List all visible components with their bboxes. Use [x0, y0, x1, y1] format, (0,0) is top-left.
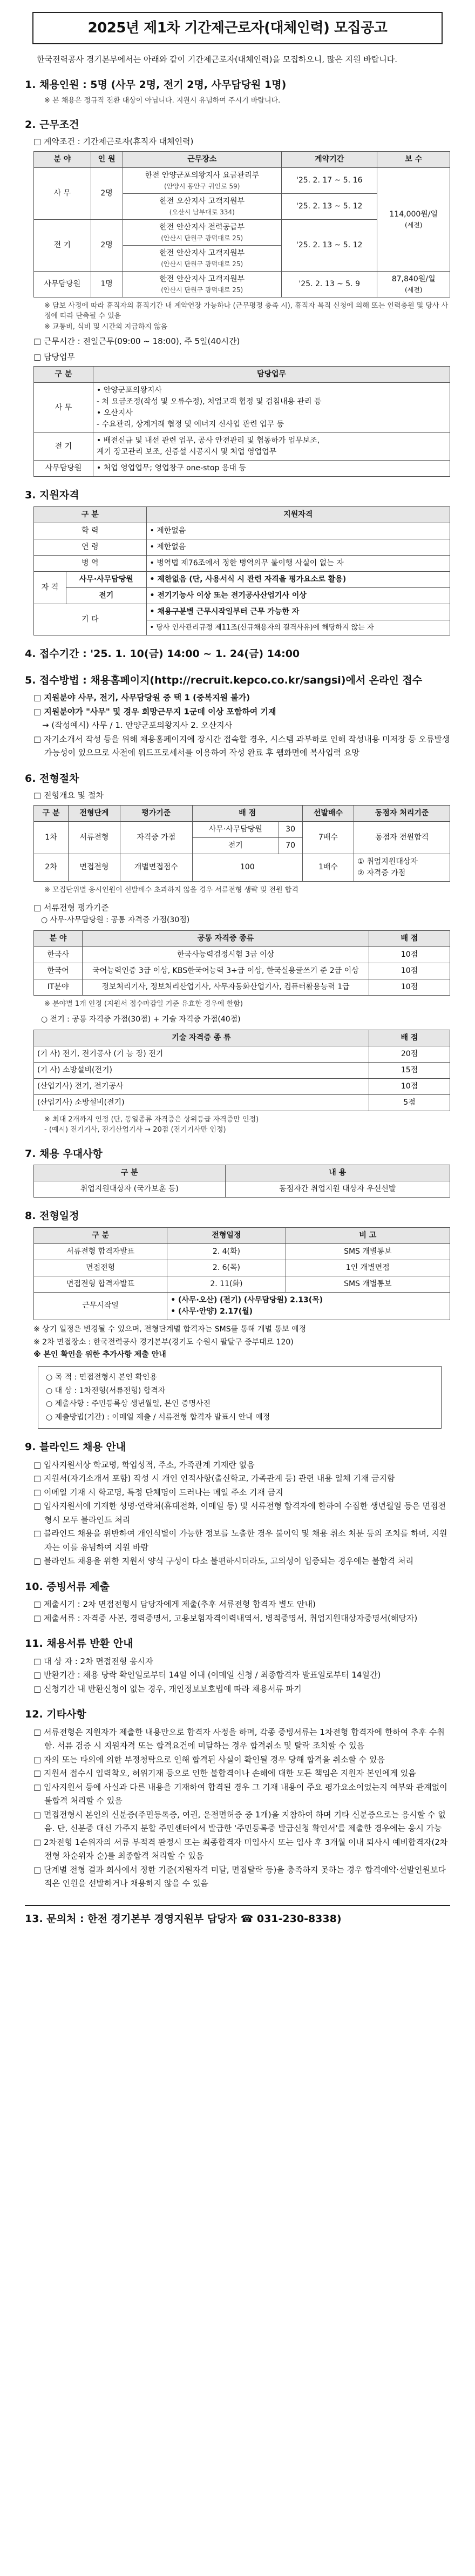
tech-cert-score: 5점: [369, 1094, 450, 1111]
table-row: [34, 461, 450, 477]
place-address: (안산시 단원구 광덕대로 25): [161, 286, 243, 294]
duty-line: 계기 장고관리 보조, 신증설 시공지시 및 처업 영업업무: [97, 448, 277, 457]
section-3-heading: 3. 지원자격: [25, 489, 79, 502]
table-row: [34, 1260, 450, 1276]
table-row: [34, 1046, 450, 1062]
score-cell: 70: [279, 837, 302, 854]
elec-cert-label: ○ 전기 : 공통 자격증 가점(30점) + 기술 자격증 가점(40점): [41, 1015, 241, 1024]
pay-value: 114,000원/일: [389, 209, 438, 219]
place-address: (안양시 동안구 귀인로 59): [164, 182, 240, 190]
list-item: □ 블라인드 채용을 위한 지원서 양식 구성이 다소 불편하시더라도, 고의성이 입증되는 경우에는 불합격 처리: [33, 1556, 413, 1566]
qual-key: 기 타: [34, 604, 147, 635]
list-item: ※ 2차 면접장소 : 한국전력공사 경기본부(경기도 수원시 팔달구 중부대로 120): [33, 1337, 294, 1347]
list-item: □ 블라인드 채용을 위반하여 개인식별이 가능한 정보를 노출한 경우 불이익 및 채용 취소 처분 등의 조치를 하며, 지원자는 이를 유념하여 지원 바람: [33, 1529, 447, 1552]
col-header: 지원자격: [146, 506, 450, 523]
list-item: □ 지원서 접수시 입력착오, 허위기재 등으로 인한 불합격이나 손해에 대한 모든 책임은 지원자 본인에게 있음: [33, 1768, 416, 1779]
list-item: □ 제출시기 : 2차 면접전형시 담당자에게 제출(추후 서류전형 합격자 별도 안내): [33, 1599, 316, 1610]
pay-note: (세전): [404, 221, 423, 229]
place-name: 한전 안산지사 전력공급부: [159, 222, 245, 232]
return-list: [33, 1655, 450, 1696]
apply-method-list: [33, 691, 450, 760]
qual-key: 사무·사무담당원: [66, 571, 147, 587]
list-item: → (작성예시) 사무 / 1. 안양군포의왕지사 2. 오산지사: [42, 720, 233, 731]
duty-field: 사 무: [34, 383, 93, 433]
cert-field: IT분야: [34, 979, 83, 995]
col-header: 배 점: [369, 930, 450, 946]
count-cell: 2명: [91, 167, 123, 219]
place-cell: [123, 219, 281, 245]
col-header: 구 분: [34, 506, 147, 523]
period-cell: '25. 2. 13 ~ 5. 9: [281, 271, 377, 297]
tie-cell: [354, 854, 450, 881]
place-address: (안산시 단원구 광덕대로 25): [161, 260, 243, 268]
basis-sub: 사무·사무담당원: [192, 821, 279, 837]
common-cert-label: ○ 사무·사무담당원 : 공통 자격증 가점(30점): [41, 915, 190, 924]
col-header: 선발배수: [302, 805, 354, 821]
table-row: [34, 1094, 450, 1111]
section-9-heading: 9. 블라인드 채용 안내: [25, 1441, 126, 1453]
list-item: □ 지원분야가 "사무" 및 경우 희망근무지 1군데 이상 포함하여 기재: [33, 706, 276, 716]
duty-desc: [93, 433, 450, 461]
box-line: ○ 대 상 : 1차전형(서류전형) 합격자: [46, 1386, 166, 1395]
table-row: [34, 555, 450, 571]
col-header: 분 야: [34, 930, 83, 946]
schedule-notes: [33, 1323, 450, 1362]
duty-field: 사무담당원: [34, 461, 93, 477]
tech-cert-kind: (기 사) 전기, 전기공사 (기 능 장) 전기: [34, 1046, 369, 1062]
place-cell: [123, 271, 281, 297]
duty-label: □ 담당업무: [33, 351, 75, 362]
cert-score: 10점: [369, 979, 450, 995]
list-item: □ 자의 또는 타의에 의한 부정청탁으로 인해 합격된 사실이 확인될 경우 당해 합격을 취소할 수 있음: [33, 1754, 385, 1764]
list-item: ※ 본인 확인을 위한 추가사항 제출 안내: [33, 1350, 166, 1360]
col-header: 평가기준: [120, 805, 192, 821]
section-7-heading: 7. 채용 우대사항: [25, 1147, 103, 1160]
schedule-date: 2. 6(목): [167, 1260, 286, 1276]
tie-rule: ② 자격증 가점: [357, 868, 406, 877]
cert-kind: 국어능력인증 3급 이상, KBS한국어능력 3+급 이상, 한국실용글쓰기 준 2급 이상: [83, 963, 369, 979]
duty-desc: [93, 383, 450, 433]
place-cell: [123, 167, 281, 193]
pay-cell: [377, 271, 450, 297]
list-item: □ 신청기간 내 반환신청이 없는 경우, 개인정보보호법에 따라 채용서류 파기: [33, 1683, 302, 1694]
place-address: (오산시 남부대로 334): [169, 208, 235, 216]
schedule-item: 면접전형: [34, 1260, 167, 1276]
preference-table: [33, 1165, 450, 1198]
table-row: [34, 571, 450, 587]
qual-value: • 병역법 제76조에서 정한 병역의무 불이행 사실이 없는 자: [146, 555, 450, 571]
box-line: ○ 제출방법(기간) : 이메일 제출 / 서류전형 합격자 발표시 안내 예정: [46, 1412, 270, 1422]
basis-cell: 개별면접점수: [120, 854, 192, 881]
cert-kind: 한국사능력검정시험 3급 이상: [83, 946, 369, 963]
field-cell: 사 무: [34, 167, 91, 219]
period-cell: '25. 2. 13 ~ 5. 12: [281, 219, 377, 271]
col-header: 전형일정: [167, 1227, 286, 1243]
common-cert-note: ※ 분야별 1개 인정 (지원서 접수마감일 기준 유효한 경우에 한함): [44, 999, 243, 1008]
table-row: [34, 1276, 450, 1292]
tech-cert-table: [33, 1030, 450, 1111]
list-item: ※ 상기 일정은 변경될 수 있으며, 전형단계별 합격자는 SMS를 통해 개별 통보 예정: [33, 1324, 307, 1334]
schedule-table: [33, 1227, 450, 1320]
list-item: □ 입사지원서에 기재한 성명·연락처(휴대전화, 이메일 등) 및 서류전형 합격자에 한하여 수집한 생년월일 등은 면접전형시 모두 블라인드 처리: [33, 1501, 446, 1525]
step-cell: 2차: [34, 854, 69, 881]
title-box: [32, 12, 443, 44]
schedule-note: SMS 개별통보: [286, 1276, 450, 1292]
tech-cert-kind: (기 사) 소방설비(전기): [34, 1062, 369, 1078]
work-note-2: ※ 교통비, 식비 및 시간외 지급하지 않음: [44, 322, 168, 331]
table-row: [34, 433, 450, 461]
duty-field: 전 기: [34, 433, 93, 461]
table-row: [34, 1078, 450, 1094]
pref-value: 동점자간 취업지원 대상자 우선선발: [225, 1181, 450, 1198]
tie-rule: ① 취업지원대상자: [357, 857, 418, 866]
work-note-1: ※ 담보 사정에 따라 휴직자의 휴직기간 내 계약연장 가능하나 (근무평정 충족 시), 휴직자 복직 신청에 의해 또는 인력충원 및 당사 사정에 따라 단축될 수 있음: [44, 301, 449, 321]
contact-footer: [25, 1905, 450, 1927]
duty-table: [33, 366, 450, 477]
section-2-heading: 2. 근무조건: [25, 118, 79, 131]
basis-sub: 전기: [192, 837, 279, 854]
qual-value: • 전기기능사 이상 또는 전기공사산업기사 이상: [146, 587, 450, 604]
qual-group: 자 격: [34, 571, 66, 604]
qual-value: • 채용구분별 근무시작일부터 근무 가능한 자: [146, 604, 450, 620]
work-time: □ 근무시간 : 전일근무(09:00 ~ 18:00), 주 5일(40시간): [33, 336, 240, 347]
process-overview: □ 전형개요 및 절차: [33, 790, 104, 801]
col-header: 근무장소: [123, 151, 281, 167]
col-header: 구 분: [34, 1165, 226, 1181]
table-row: [34, 1181, 450, 1198]
proof-list: [33, 1598, 450, 1625]
list-item: □ 입사지원서 등에 사실과 다른 내용을 기재하여 합격된 경우 그 기재 내용이 주요 평가요소이었는지 여부와 관계없이 불합격 처리할 수 있음: [33, 1782, 447, 1806]
count-cell: 2명: [91, 219, 123, 271]
col-header: 인 원: [91, 151, 123, 167]
col-header: 비 고: [286, 1227, 450, 1243]
common-cert-table: [33, 930, 450, 996]
section-4-heading: 4. 접수기간 : '25. 1. 10(금) 14:00 ~ 1. 24(금) 14:00: [25, 648, 300, 660]
box-line: ○ 목 적 : 면접전형시 본인 확인용: [46, 1373, 157, 1382]
col-header: 공통 자격증 종류: [83, 930, 369, 946]
schedule-item: 근무시작일: [34, 1292, 167, 1320]
section-11-heading: 11. 채용서류 반환 안내: [25, 1638, 133, 1650]
qual-key: 병 역: [34, 555, 147, 571]
list-item: □ 지원서(자기소개서 포함) 작성 시 개인 인적사항(출신학교, 가족관계 등) 관련 내용 일체 기재 금지함: [33, 1473, 395, 1484]
table-row: [34, 1062, 450, 1078]
qual-value: • 제한없음 (단, 사용서식 시 관련 자격을 평가요소로 활용): [146, 571, 450, 587]
col-header: 전형단계: [69, 805, 120, 821]
table-row: [34, 523, 450, 539]
table-row: [34, 539, 450, 555]
place-cell: [123, 245, 281, 271]
pay-note: (세전): [404, 286, 423, 294]
step-name: 서류전형: [69, 821, 120, 854]
cert-score: 10점: [369, 963, 450, 979]
list-item: □ 서류전형은 지원자가 제출한 내용만으로 합격자 사정을 하며, 각종 증빙서류는 1차전형 합격자에 한하여 추후 수취함. 서류 검증 시 지원자격 또는 합격요건에 미달하는 경우 합격취소 및 탈락 조치할 수 있음: [33, 1727, 445, 1751]
qual-value: • 제한없음: [146, 539, 450, 555]
list-item: □ 이메일 기재 시 학교명, 특정 단체명이 드러나는 메일 주소 기재 금지: [33, 1487, 283, 1497]
place-cell: [123, 193, 281, 219]
qual-value: • 제한없음: [146, 523, 450, 539]
section-12-heading: 12. 기타사항: [25, 1708, 86, 1721]
list-item: □ 대 상 자 : 2차 면접전형 응시자: [33, 1656, 153, 1666]
etc-list: [33, 1726, 450, 1891]
table-row: [34, 979, 450, 995]
contact-text: 13. 문의처 : 한전 경기본부 경영지원부 담당자 ☎ 031-230-8338): [25, 1912, 342, 1925]
list-item: □ 단계별 전형 결과 회사에서 정한 기준(지원자격 미달, 면접탈락 등)을 충족하지 못하는 경우 합격예약·선발인원보다 적은 인원을 선발하거나 채용하지 않을 수 있음: [33, 1864, 446, 1889]
period-cell: '25. 2. 13 ~ 5. 12: [281, 193, 377, 219]
table-row: [34, 821, 450, 837]
tech-cert-note-1: ※ 최대 2개까지 인정 (단, 동일종류 자격증은 상위등급 자격증만 인정): [44, 1115, 259, 1124]
duty-line: - 처 요금조정(작성 및 오류수정), 처업고객 협정 및 검침내용 관리 등: [97, 397, 322, 407]
schedule-date: 2. 4(화): [167, 1243, 286, 1260]
table-row: [34, 604, 450, 620]
table-row: [34, 946, 450, 963]
duty-line: • 안양군포의왕지사: [97, 386, 162, 395]
work-condition-table: [33, 151, 450, 298]
cert-score: 10점: [369, 946, 450, 963]
cert-kind: 정보처리기사, 정보처리산업기사, 사무자동화산업기사, 컴퓨터활용능력 1급: [83, 979, 369, 995]
score-cell: 30: [279, 821, 302, 837]
count-cell: 1명: [91, 271, 123, 297]
duty-desc: [93, 461, 450, 477]
schedule-note: SMS 개별통보: [286, 1243, 450, 1260]
duty-line: - 수요관리, 상계거래 협정 및 에너지 신사업 관련 업무 등: [97, 420, 284, 429]
col-header: 배 점: [192, 805, 302, 821]
place-name: 한전 안산지사 고객지원부: [159, 274, 245, 283]
schedule-note: 1인 개별면접: [286, 1260, 450, 1276]
col-header: 배 점: [369, 1030, 450, 1046]
pay-cell: [377, 167, 450, 271]
schedule-date: 2. 11(화): [167, 1276, 286, 1292]
place-address: (안산시 단원구 광덕대로 25): [161, 234, 243, 242]
field-cell: 전 기: [34, 219, 91, 271]
step-cell: 1차: [34, 821, 69, 854]
list-item: □ 입사지원서상 학교명, 학업성적, 주소, 가족관계 기재란 없음: [33, 1459, 255, 1470]
col-header: 내 용: [225, 1165, 450, 1181]
table-row: [34, 383, 450, 433]
section-8-heading: 8. 전형일정: [25, 1210, 79, 1222]
table-row: [34, 1243, 450, 1260]
schedule-item: 면접전형 합격자발표: [34, 1276, 167, 1292]
col-header: 기술 자격증 종 류: [34, 1030, 369, 1046]
col-header: 분 야: [34, 151, 91, 167]
list-item: □ 자기소개서 작성 등을 위해 채용홈페이지에 장시간 접속할 경우, 시스템 과부하로 인해 작성내용 미저장 등 오류발생 가능성이 있으므로 사전에 워드프로세서를 이용하여 작성 완료 후 웹화면에 복사입력 요망: [33, 734, 450, 758]
tech-cert-score: 20점: [369, 1046, 450, 1062]
col-header: 구 분: [34, 805, 69, 821]
section-10-heading: 10. 증빙서류 제출: [25, 1580, 110, 1593]
score-cell: 100: [192, 854, 302, 881]
basis-cell: 자격증 가점: [120, 821, 192, 854]
doc-criteria-label: □ 서류전형 평가기준: [33, 903, 109, 913]
cert-field: 한국어: [34, 963, 83, 979]
mult-cell: 1배수: [302, 854, 354, 881]
start-date-line: • (사무·안양) 2.17(월): [171, 1307, 253, 1316]
list-item: □ 반환기간 : 채용 당락 확인일로부터 14일 이내 (이메일 신청 / 최종합격자 발표일로부터 14일간): [33, 1670, 381, 1680]
pref-key: 취업지원대상자 (국가보훈 등): [34, 1181, 226, 1198]
mult-cell: 7배수: [302, 821, 354, 854]
table-row: [34, 854, 450, 881]
pay-value: 87,840원/일: [391, 274, 436, 283]
tech-cert-score: 10점: [369, 1078, 450, 1094]
duty-line: • 배전신규 및 내선 관련 업무, 공사 안전관리 및 협동하가 업무보조,: [97, 436, 320, 445]
list-item: □ 지원분야 사무, 전기, 사무담당원 중 택 1 (중복지원 불가): [33, 693, 250, 703]
tech-cert-note-2: - (예시) 전기기사, 전기산업기사 → 20점 (전기기사만 인정): [44, 1126, 226, 1134]
table-row: [34, 587, 450, 604]
tech-cert-kind: (산업기사) 전기, 전기공사: [34, 1078, 369, 1094]
cert-field: 한국사: [34, 946, 83, 963]
place-name: 한전 안산지사 고객지원부: [159, 248, 245, 258]
list-item: □ 2차전형 1순위자의 서류 부적격 판정시 또는 최종합격자 미입사시 또는 입사 후 3개월 이내 퇴사시 예비합격자(2차전형 차순위자 순)를 최종합격 처리할 수 있음: [33, 1837, 448, 1861]
col-header: 계약기간: [281, 151, 377, 167]
process-table: [33, 805, 450, 882]
process-note: ※ 모집단위별 응시인원이 선발배수 초과하지 않을 경우 서류전형 생략 및 전원 합격: [44, 885, 298, 894]
section-1-note: ※ 본 채용은 정규직 전환 대상이 아닙니다. 지원시 유념하여 주시기 바랍니다.: [44, 97, 281, 105]
section-6-heading: 6. 전형절차: [25, 772, 79, 785]
qual-key: 전기: [66, 587, 147, 604]
table-row: [34, 1292, 450, 1320]
place-name: 한전 안양군포의왕지사 요금관리부: [145, 171, 260, 180]
schedule-item: 서류전형 합격자발표: [34, 1243, 167, 1260]
col-header: 담당업무: [93, 367, 450, 383]
table-row: [34, 271, 450, 297]
list-item: □ 제출서류 : 자격증 사본, 경력증명서, 고용보험자격이력내역서, 병적증명서, 취업지원대상자증명서(해당자): [33, 1613, 418, 1623]
start-date-line: • (사무·오산) (전기) (사무담당원) 2.13(목): [171, 1295, 323, 1304]
table-row: [34, 963, 450, 979]
period-cell: '25. 2. 17 ~ 5. 16: [281, 167, 377, 193]
section-1-heading: 1. 채용인원 : 5명 (사무 2명, 전기 2명, 사무담당원 1명): [25, 78, 287, 91]
section-5-heading: 5. 접수방법 : 채용홈페이지(http://recruit.kepco.co.kr/sangsi)에서 온라인 접수: [25, 674, 423, 686]
start-dates: [167, 1292, 450, 1320]
duty-line: • 오산지사: [97, 409, 133, 418]
qualification-table: [33, 506, 450, 636]
qual-value: • 당사 인사관리규정 제11조(신규채용자의 결격사유)에 해당하지 않는 자: [146, 620, 450, 635]
id-check-box: [38, 1366, 442, 1429]
duty-line: • 처업 영업업무; 영업창구 one-stop 응대 등: [97, 464, 246, 473]
col-header: 동점자 처리기준: [354, 805, 450, 821]
list-item: □ 면접전형시 본인의 신분증(주민등록증, 여권, 운전면허증 중 1개)을 지참하여 하며 기타 신분증으로는 응시할 수 없음. 단, 신분증 대신 가주지 분할 주민센터에서 발급한 '주민등록증 발급신청 확인서'를 제출한 경우에는 응시 가능: [33, 1809, 446, 1834]
box-line: ○ 제출사항 : 주민등록상 생년월일, 본인 증명사진: [46, 1399, 211, 1409]
page-title: 2025년 제1차 기간제근로자(대체인력) 모집공고: [87, 19, 388, 36]
col-header: 구 분: [34, 1227, 167, 1243]
tech-cert-score: 15점: [369, 1062, 450, 1078]
qual-key: 연 령: [34, 539, 147, 555]
table-row: [34, 167, 450, 193]
intro-text: 한국전력공사 경기본부에서는 아래와 같이 기간제근로자(대체인력)을 모집하오니, 많은 지원 바랍니다.: [37, 55, 397, 64]
contract-condition: □ 계약조건 : 기간제근로자(휴직자 대체인력): [33, 137, 194, 147]
col-header: 구 분: [34, 367, 93, 383]
tie-cell: 동점자 전원합격: [354, 821, 450, 854]
qual-key: 학 력: [34, 523, 147, 539]
blind-list: [33, 1458, 450, 1568]
place-name: 한전 오산지사 고객지원부: [159, 197, 245, 206]
col-header: 보 수: [377, 151, 450, 167]
step-name: 면접전형: [69, 854, 120, 881]
tech-cert-kind: (산업기사) 소방설비(전기): [34, 1094, 369, 1111]
field-cell: 사무담당원: [34, 271, 91, 297]
